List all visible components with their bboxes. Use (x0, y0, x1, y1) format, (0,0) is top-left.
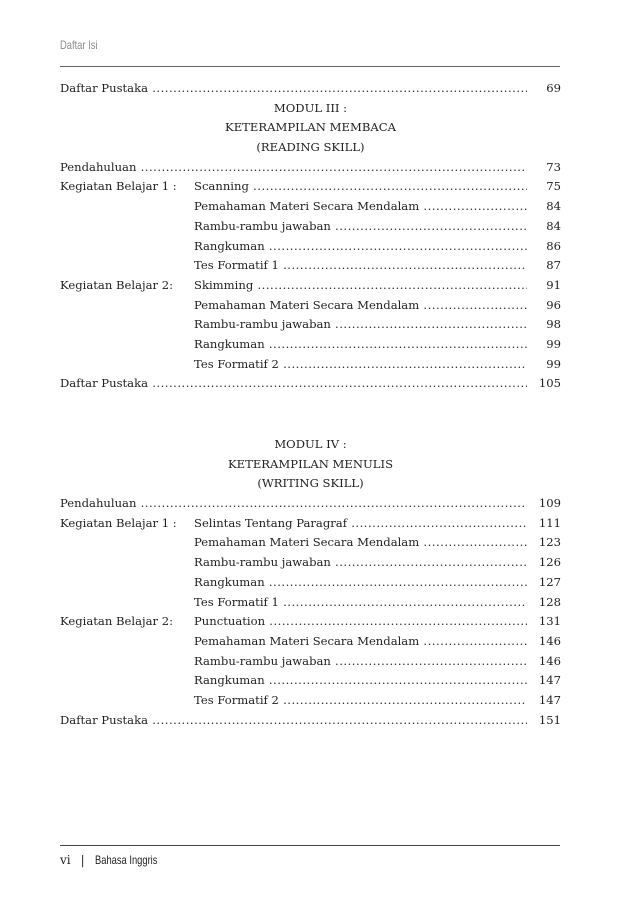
footer-separator: | (80, 853, 85, 867)
toc-entry-title: Tes Formatif 2 ..... (194, 355, 527, 375)
toc-entry-title: Skimming ..... (194, 276, 527, 296)
toc-entry[interactable] (60, 296, 561, 316)
toc-entry[interactable] (60, 276, 561, 296)
module-heading-line: MODUL III : (273, 100, 348, 115)
running-header: Daftar Isi (60, 38, 98, 52)
toc-entry-page: 98 (546, 317, 561, 332)
toc-entry-page: 73 (546, 159, 561, 174)
toc-entry-page: 69 (546, 81, 561, 95)
toc-entry-page: 128 (538, 594, 561, 609)
toc-entry[interactable] (60, 237, 561, 257)
toc-entry-daftar-pustaka[interactable] (60, 374, 561, 394)
toc-entry-title: Pemahaman Materi Secara Mendalam ..... (194, 632, 527, 652)
toc-entry-title: Pemahaman Materi Secara Mendalam ..... (194, 197, 527, 217)
module-heading-line: (WRITING SKILL) (257, 476, 364, 491)
toc-entry[interactable] (60, 217, 561, 237)
page-footer (60, 853, 175, 867)
toc-entry-title: Pendahuluan ..... (60, 494, 527, 514)
toc-entry-title: Rangkuman ..... (194, 237, 527, 257)
module-heading-line: MODUL IV : (274, 437, 347, 451)
page-number: vi (60, 853, 71, 867)
toc-entry[interactable] (60, 514, 561, 534)
toc-entry-page: 109 (538, 496, 561, 511)
toc-entry-title: Rangkuman ..... (194, 335, 527, 355)
toc-entry-title: Daftar Pustaka ..... (60, 79, 527, 99)
toc-entry-daftar-pustaka[interactable] (60, 711, 561, 731)
toc-entry-page: 147 (538, 692, 561, 707)
module-heading-line: KETERAMPILAN MEMBACA (225, 120, 396, 135)
toc-entry-page: 146 (538, 633, 561, 648)
toc-entry[interactable] (60, 573, 561, 593)
toc-entry-page: 87 (546, 258, 561, 273)
toc-entry[interactable] (60, 315, 561, 335)
table-of-contents (60, 79, 561, 730)
module-heading-line: KETERAMPILAN MENULIS (227, 456, 394, 471)
book-title: Bahasa Inggris (94, 853, 158, 867)
toc-entry[interactable] (60, 256, 561, 276)
toc-entry-title: Tes Formatif 1 ..... (194, 593, 527, 613)
toc-entry[interactable] (60, 177, 561, 197)
toc-entry-title: Rangkuman ..... (194, 671, 527, 691)
kegiatan-label: Kegiatan Belajar 2: (60, 614, 173, 629)
toc-entry-page: 96 (546, 297, 561, 312)
toc-entry-title: Scanning ..... (194, 177, 527, 197)
module-heading-line: (READING SKILL) (256, 140, 365, 155)
toc-entry-page: 99 (546, 356, 561, 371)
toc-entry[interactable] (60, 671, 561, 691)
toc-entry-page: 84 (546, 218, 561, 233)
toc-entry-title: Tes Formatif 2 ..... (194, 691, 527, 711)
toc-entry-page: 111 (538, 515, 561, 530)
toc-entry-page: 91 (546, 277, 561, 292)
toc-entry[interactable] (60, 553, 561, 573)
section-spacer (60, 394, 561, 435)
toc-entry-page: 105 (538, 376, 561, 391)
toc-entry-page: 123 (538, 535, 561, 550)
footer-divider (60, 845, 560, 846)
kegiatan-label: Kegiatan Belajar 2: (60, 277, 173, 292)
toc-entry[interactable] (60, 593, 561, 613)
kegiatan-label: Kegiatan Belajar 1 : (60, 179, 177, 194)
toc-entry-title: Pemahaman Materi Secara Mendalam ..... (194, 296, 527, 316)
toc-entry-page: 131 (538, 614, 561, 629)
toc-entry-title: Daftar Pustaka ..... (60, 711, 527, 731)
toc-entry-page: 151 (538, 712, 561, 727)
toc-entry-daftar-pustaka[interactable] (60, 79, 561, 99)
toc-entry-page: 127 (538, 574, 561, 589)
toc-entry-title: Rambu-rambu jawaban ..... (194, 652, 527, 672)
toc-entry-title: Pemahaman Materi Secara Mendalam ..... (194, 533, 527, 553)
toc-entry-page: 86 (546, 238, 561, 253)
header-divider (60, 66, 560, 67)
toc-entry[interactable] (60, 612, 561, 632)
toc-entry-page: 146 (538, 653, 561, 668)
toc-entry-title: Pendahuluan ..... (60, 158, 527, 178)
toc-entry[interactable] (60, 197, 561, 217)
toc-entry-page: 84 (546, 199, 561, 214)
toc-entry[interactable] (60, 691, 561, 711)
toc-entry-page: 99 (546, 336, 561, 351)
toc-entry-pendahuluan[interactable] (60, 494, 561, 514)
toc-entry[interactable] (60, 632, 561, 652)
toc-entry-title: Rambu-rambu jawaban ..... (194, 217, 527, 237)
toc-entry[interactable] (60, 355, 561, 375)
toc-entry-page: 75 (546, 179, 561, 194)
toc-entry[interactable] (60, 335, 561, 355)
toc-entry-title: Rangkuman ..... (194, 573, 527, 593)
kegiatan-label: Kegiatan Belajar 1 : (60, 515, 177, 530)
toc-entry-pendahuluan[interactable] (60, 158, 561, 178)
toc-entry-title: Daftar Pustaka ..... (60, 374, 527, 394)
toc-entry-title: Selintas Tentang Paragraf ..... (194, 514, 527, 534)
toc-entry[interactable] (60, 533, 561, 553)
toc-entry-page: 147 (538, 673, 561, 688)
toc-entry-title: Punctuation ..... (194, 612, 527, 632)
toc-entry-title: Tes Formatif 1 ..... (194, 256, 527, 276)
toc-entry-page: 126 (538, 555, 561, 570)
toc-entry-title: Rambu-rambu jawaban ..... (194, 315, 527, 335)
toc-entry-title: Rambu-rambu jawaban ..... (194, 553, 527, 573)
toc-entry[interactable] (60, 652, 561, 672)
